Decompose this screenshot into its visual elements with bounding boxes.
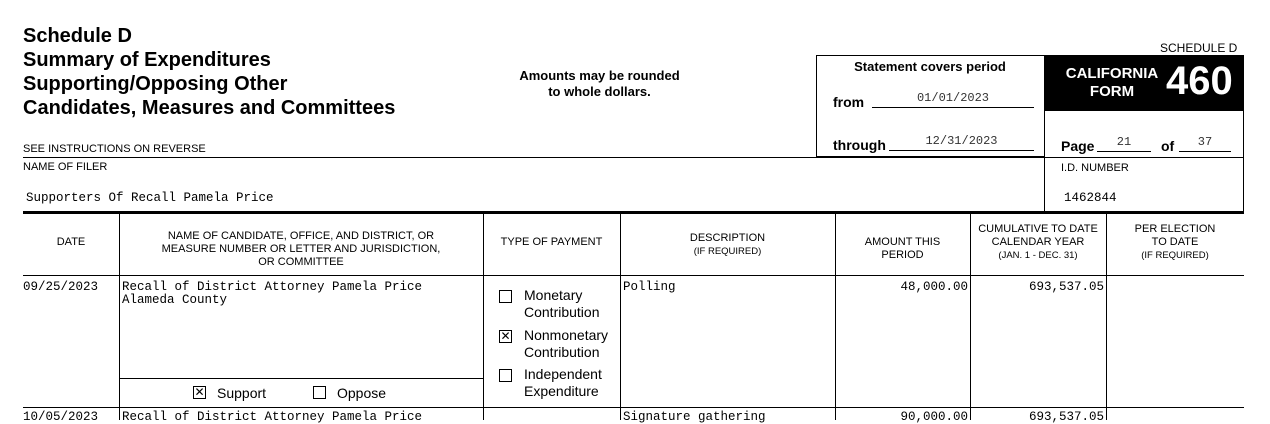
row-candidate-line: Recall of District Attorney Pamela Price [122, 280, 423, 294]
support-checkbox[interactable]: ✕ [194, 385, 205, 399]
option-line: Independent [524, 366, 602, 382]
header-line: OR COMMITTEE [258, 256, 344, 268]
column-header-payment-type: TYPE OF PAYMENT [500, 236, 603, 248]
independent-expenditure-checkbox[interactable] [499, 369, 512, 382]
thick-divider [23, 211, 1244, 214]
row-date: 09/25/2023 [23, 280, 99, 294]
of-label: of [1161, 138, 1175, 154]
form-badge [1044, 55, 1244, 111]
header-subline: (IF REQUIRED) [693, 246, 762, 257]
see-instructions: SEE INSTRUCTIONS ON REVERSE [23, 143, 206, 155]
option-line: Contribution [524, 344, 600, 360]
header-line: CUMULATIVE TO DATE [978, 223, 1098, 235]
header-line: MEASURE NUMBER OR LETTER AND JURISDICTION, [161, 243, 441, 255]
period-title: Statement covers period [854, 59, 1006, 74]
option-line: Monetary [524, 287, 583, 303]
through-label: through [833, 137, 886, 153]
support-label: Support [217, 385, 267, 401]
divider [1044, 157, 1244, 158]
column-header-cumulative [970, 223, 1106, 262]
filer-name-field[interactable]: Supporters Of Recall Pamela Price [26, 191, 274, 205]
form-name-line: FORM [1089, 83, 1135, 100]
rounding-note-line: to whole dollars. [548, 84, 651, 99]
rounding-note [487, 68, 712, 100]
row-candidate-line: Alameda County [122, 293, 228, 307]
column-header-candidate [119, 230, 483, 269]
header-line: AMOUNT THIS [864, 236, 941, 248]
row-cumulative: 693,537.05 [1028, 410, 1104, 424]
row-amount: 48,000.00 [900, 280, 968, 294]
row-candidate-line: Recall of District Attorney Pamela Price [122, 410, 423, 424]
header-divider [23, 275, 1244, 276]
column-header-date: DATE [56, 236, 86, 248]
schedule-title [23, 24, 395, 120]
row-amount: 90,000.00 [900, 410, 968, 424]
row-description: Signature gathering [623, 410, 766, 424]
divider [23, 157, 1044, 158]
column-header-description [620, 232, 835, 258]
header-subline: (JAN. 1 - DEC. 31) [998, 250, 1078, 261]
support-divider [119, 378, 483, 379]
option-line: Nonmonetary [524, 327, 609, 343]
schedule-label: SCHEDULE D [1160, 41, 1238, 55]
oppose-checkbox[interactable] [313, 386, 326, 399]
through-date-field[interactable]: 12/31/2023 [889, 134, 1034, 151]
title-line: Summary of Expenditures [23, 49, 271, 71]
row-description: Polling [623, 280, 676, 294]
row-date: 10/05/2023 [23, 410, 99, 424]
title-line: Supporting/Opposing Other [23, 73, 288, 95]
nonmonetary-contribution-label [524, 327, 608, 361]
rounding-note-line: Amounts may be rounded [519, 68, 680, 83]
independent-expenditure-label [524, 366, 602, 400]
page-number-field[interactable]: 21 [1097, 135, 1151, 152]
from-label: from [833, 94, 865, 110]
id-number-field[interactable]: 1462844 [1064, 191, 1117, 205]
option-line: Expenditure [524, 383, 599, 399]
header-line: CALENDAR YEAR [991, 236, 1085, 248]
id-number-label: I.D. NUMBER [1061, 162, 1129, 174]
title-line: Schedule D [23, 25, 132, 47]
page-label: Page [1061, 138, 1095, 154]
column-header-per-election [1106, 223, 1244, 262]
header-line: TO DATE [1151, 236, 1199, 248]
title-line: Candidates, Measures and Committees [23, 97, 396, 119]
row-divider [23, 407, 1244, 408]
row-cumulative: 693,537.05 [1028, 280, 1104, 294]
from-date-field[interactable]: 01/01/2023 [872, 91, 1034, 108]
header-line: PERIOD [881, 249, 924, 261]
monetary-contribution-checkbox[interactable] [499, 290, 512, 303]
column-header-amount [835, 236, 970, 262]
option-line: Contribution [524, 304, 600, 320]
oppose-label: Oppose [337, 385, 387, 401]
form-name-line: CALIFORNIA [1065, 65, 1159, 82]
header-line: PER ELECTION [1134, 223, 1216, 235]
total-pages-field[interactable]: 37 [1179, 135, 1231, 152]
nonmonetary-contribution-checkbox[interactable]: ✕ [500, 329, 511, 343]
header-line: NAME OF CANDIDATE, OFFICE, AND DISTRICT, OR [167, 230, 435, 242]
form-number: 460 [1166, 59, 1233, 103]
monetary-contribution-label [524, 287, 600, 321]
filer-name-label: NAME OF FILER [23, 161, 108, 173]
header-subline: (IF REQUIRED) [1141, 250, 1209, 261]
header-line: DESCRIPTION [689, 232, 766, 244]
